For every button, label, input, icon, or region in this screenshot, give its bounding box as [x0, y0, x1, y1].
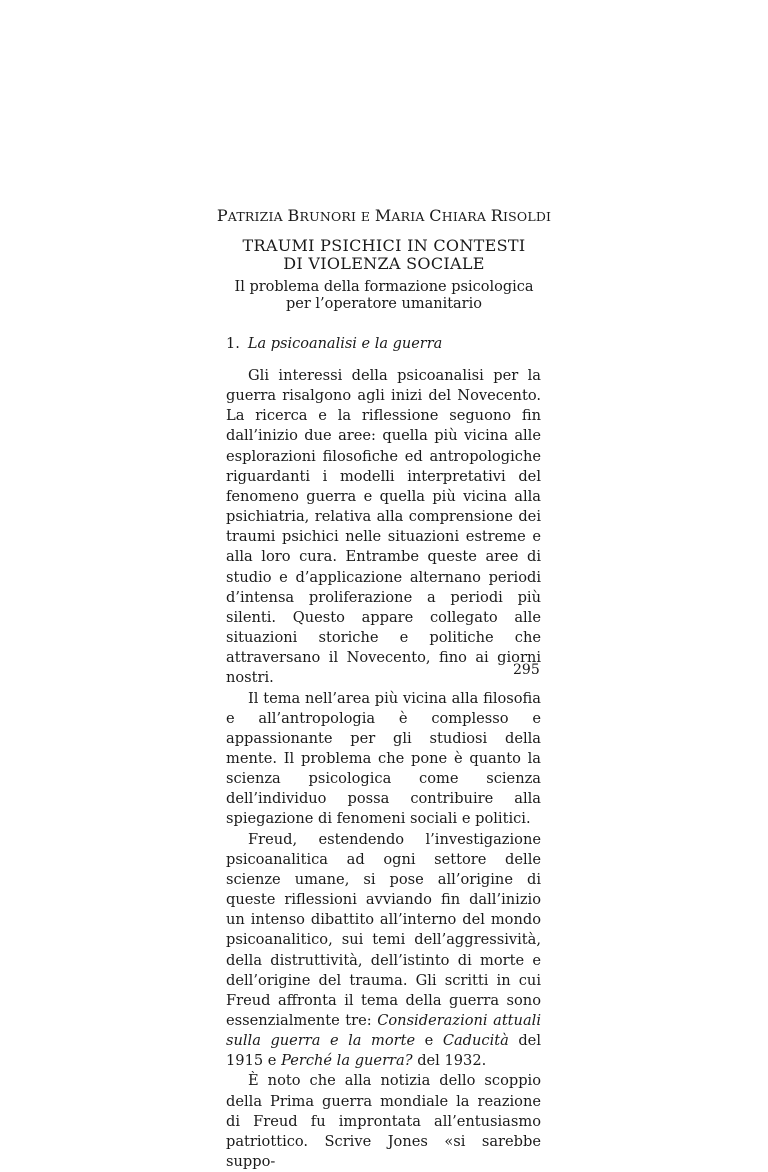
- work-title-perche-la-guerra: Perché la guerra?: [281, 1052, 413, 1070]
- paragraph-2: Il tema nell’area più vicina alla filosofia e all’antropologia è complesso e appassionante per gli studiosi della mente. Il problema che pone è quanto la scienza psicologica come scienza dell’individuo possa contribuire alla spiegazione di fenomeni sociali e politici.: [226, 689, 541, 828]
- author-name-part: ISOLDI: [502, 209, 552, 224]
- article-title-block: [0, 237, 768, 313]
- author-initial: C: [429, 206, 442, 225]
- body-text: [226, 366, 541, 1172]
- paragraph-3-text: Freud, estendendo l’investigazione psicoanalitica ad ogni settore delle scienze umane, si pose all’origine di queste riflessioni avviando fin dall’inizio un intenso dibattito all’interno del mondo psicoanalitico, sui temi dell’aggressività, della distruttività, dell’istinto di morte e dell’origine del trauma. Gli scritti in cui Freud affronta il tema della guerra sono essenzialmente tre:: [226, 830, 541, 1029]
- author-initial: P: [216, 206, 228, 225]
- article-title-line-2: DI VIOLENZA SOCIALE: [283, 254, 485, 273]
- work-title-caducita: Caducità: [442, 1032, 509, 1050]
- paragraph-3-text: e: [415, 1032, 443, 1050]
- paragraph-4: È noto che alla notizia dello scoppio della Prima guerra mondiale la reazione di Freud fu improntata all’entusiasmo patriottico. Scrive Jones «si sarebbe suppo-: [226, 1072, 541, 1171]
- paragraph-3-text: del 1932.: [412, 1052, 487, 1070]
- article-subtitle-line-2: per l’operatore umanitario: [286, 296, 482, 312]
- author-name-part: ARIA: [391, 209, 425, 224]
- authors-line: [0, 206, 768, 225]
- author-name-part: ATRIZIA: [227, 209, 283, 224]
- author-initial: B: [287, 206, 300, 225]
- author-name-part: RUNORI: [299, 209, 357, 224]
- paragraph-1: Gli interessi della psicoanalisi per la guerra risalgono agli inizi del Novecento. La ricerca e la riflessione seguono fin dall’inizio due aree: quella più vicina alle esplorazioni filosofiche ed antropologiche riguardanti i modelli interpretativi del fenomeno guerra e quella più vicina alla psichiatria, relativa alla comprensione dei traumi psichici nelle situazioni estreme e alla loro cura. Entrambe queste aree di studio e d’applicazione alternano periodi d’intensa proliferazione a periodi più silenti. Questo appare collegato alle situazioni storiche e politiche che attraversano il Novecento, fino ai giorni nostri.: [226, 367, 541, 687]
- author-initial: R: [490, 206, 503, 225]
- page-number: 295: [513, 662, 540, 678]
- author-name-part: HIARA: [441, 209, 487, 224]
- section-title: La psicoanalisi e la guerra: [247, 336, 443, 352]
- paragraph-3: [226, 830, 541, 1072]
- section-number: 1.: [226, 336, 240, 352]
- article-subtitle-line-1: Il problema della formazione psicologica: [234, 279, 534, 295]
- article-title-line-1: TRAUMI PSICHICI IN CONTESTI: [242, 236, 526, 255]
- work-title-considerazioni: Considerazioni attuali sulla guerra e la morte: [226, 1012, 541, 1050]
- paragraph-3-text: del 1915 e: [226, 1032, 541, 1070]
- author-conjunction: E: [360, 209, 371, 224]
- section-heading: [226, 336, 442, 352]
- author-initial: M: [374, 206, 392, 225]
